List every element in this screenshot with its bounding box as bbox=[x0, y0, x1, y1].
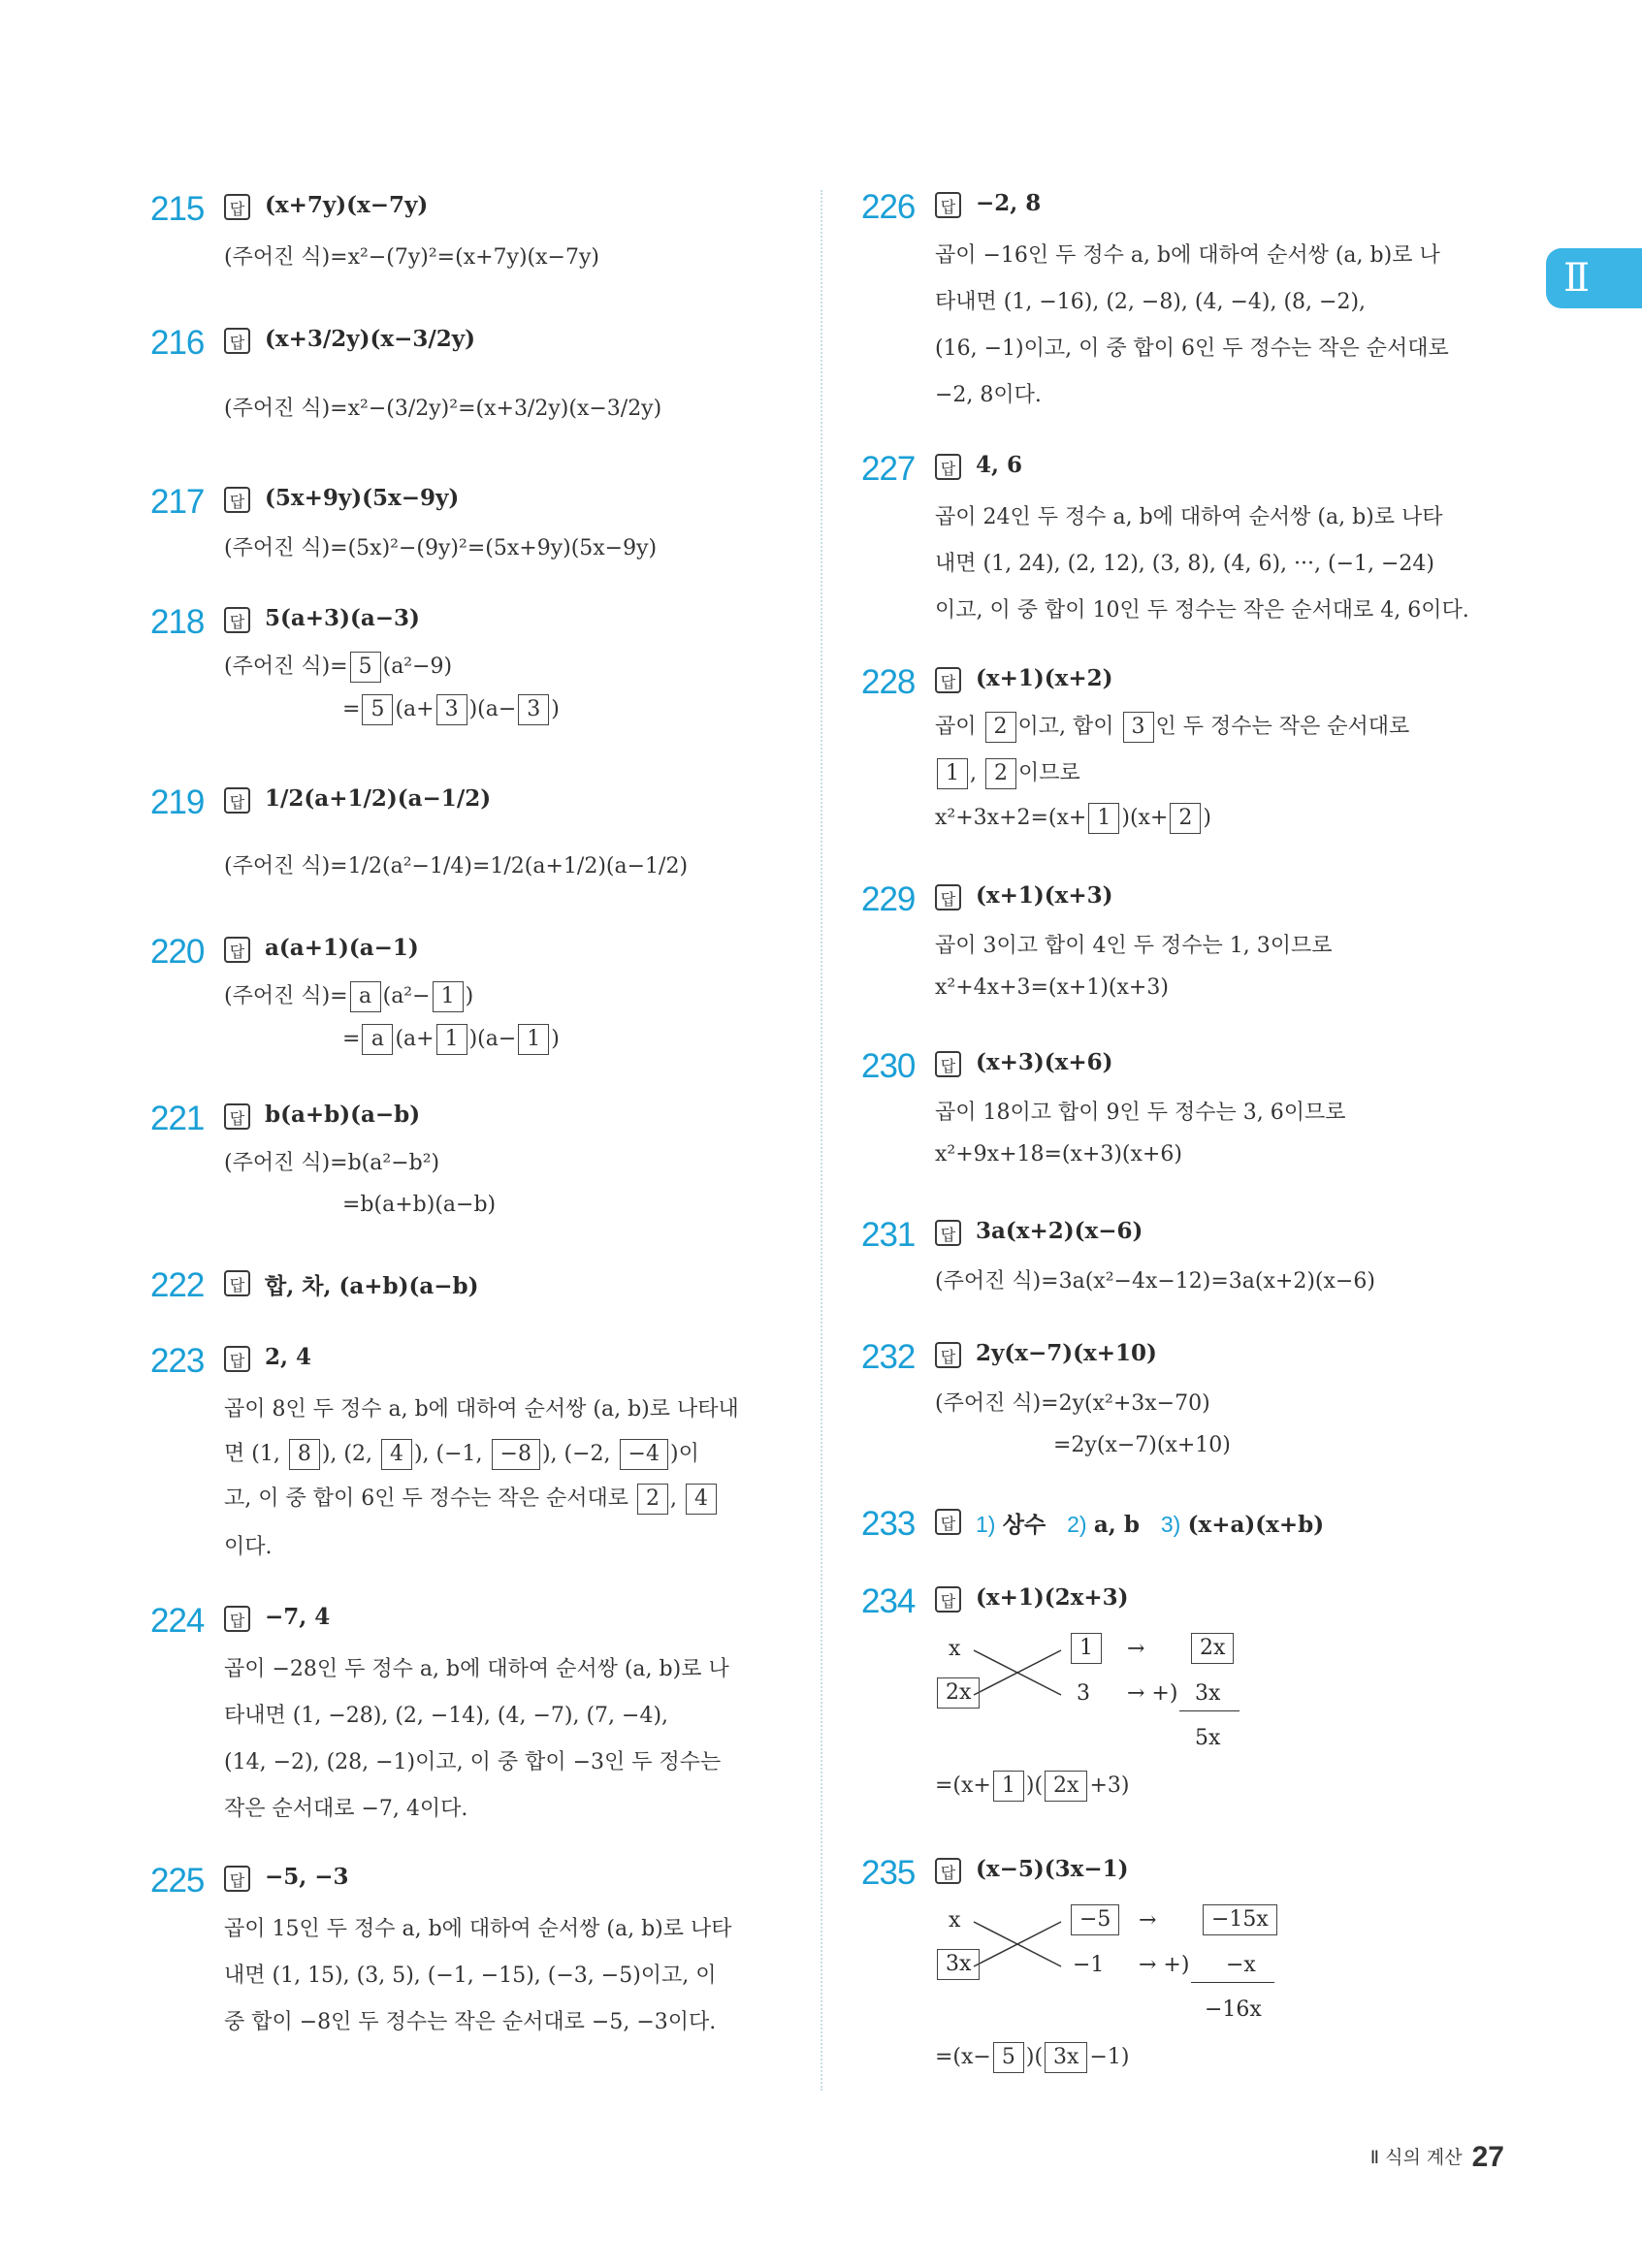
term-x: x bbox=[949, 1908, 961, 1933]
answer-icon: 답 bbox=[224, 1270, 250, 1296]
solution-line: 1 , 2 이므로 bbox=[935, 756, 1080, 789]
problem-number: 231 bbox=[861, 1216, 916, 1254]
section-tab: Ⅱ bbox=[1546, 248, 1642, 308]
answer: 3a(x+2)(x−6) bbox=[976, 1218, 1143, 1244]
cross-multiplication-diagram bbox=[935, 1908, 1323, 2034]
solution-line: x²+9x+18=(x+3)(x+6) bbox=[935, 1142, 1182, 1166]
blank-box: 3x bbox=[937, 1949, 980, 1980]
problem-number: 229 bbox=[861, 880, 916, 918]
answer: −5, −3 bbox=[265, 1864, 349, 1890]
solution-line: =2y(x−7)(x+10) bbox=[1053, 1433, 1231, 1457]
solution-line: 곱이 3이고 합이 4인 두 정수는 1, 3이므로 bbox=[935, 934, 1333, 958]
problem-number: 218 bbox=[150, 603, 205, 641]
answer-icon: 답 bbox=[935, 1051, 961, 1077]
solution-line: −2, 8이다. bbox=[935, 383, 1042, 407]
answer: 2, 4 bbox=[265, 1344, 312, 1370]
solution-line: x²+3x+2=(x+ 1 )(x+ 2 ) bbox=[935, 803, 1211, 834]
answer-icon: 답 bbox=[935, 454, 961, 480]
problem-number: 230 bbox=[861, 1047, 916, 1085]
blank-box: 2 bbox=[637, 1484, 668, 1515]
term-neg16x: −16x bbox=[1205, 1997, 1262, 2022]
footer-section: Ⅱ 식의 계산 bbox=[1369, 2147, 1463, 2168]
solution-line: 곱이 2 이고, 합이 3 인 두 정수는 작은 순서대로 bbox=[935, 710, 1409, 743]
blank-box: 2x bbox=[1191, 1633, 1234, 1664]
answer: 5(a+3)(a−3) bbox=[265, 605, 420, 631]
blank-box: 1 bbox=[433, 981, 464, 1012]
solution-line: (주어진 식)=1/2(a²−1/4)=1/2(a+1/2)(a−1/2) bbox=[224, 854, 689, 878]
blank-box: 1 bbox=[937, 758, 968, 789]
blank-box: 1 bbox=[436, 1024, 467, 1055]
sum-line bbox=[1191, 1982, 1274, 1983]
solution-line: (주어진 식)=x²−(7y)²=(x+7y)(x−7y) bbox=[224, 245, 599, 270]
term-x: x bbox=[949, 1637, 961, 1661]
answer-icon: 답 bbox=[935, 667, 961, 693]
solution-line: (주어진 식)=(5x)²−(9y)²=(5x+9y)(5x−9y) bbox=[224, 536, 658, 560]
blank-box: a bbox=[350, 981, 381, 1012]
answer: (x+1)(2x+3) bbox=[976, 1584, 1129, 1611]
blank-box: 2x bbox=[937, 1677, 980, 1709]
solution-line: (주어진 식)=x²−(3/2y)²=(x+3/2y)(x−3/2y) bbox=[224, 397, 662, 421]
blank-box: 5 bbox=[362, 694, 393, 725]
column-divider bbox=[821, 190, 822, 2091]
problem-number: 222 bbox=[150, 1266, 205, 1304]
blank-box: a bbox=[362, 1024, 393, 1055]
solution-line: =(x+ 1 )( 2x +3) bbox=[935, 1771, 1129, 1802]
solution-line: 중 합이 −8인 두 정수는 작은 순서대로 −5, −3이다. bbox=[224, 2010, 717, 2034]
answer-icon: 답 bbox=[224, 1866, 250, 1892]
solution-line: = 5 (a+ 3 )(a− 3 ) bbox=[342, 694, 560, 725]
solution-line: 타내면 (1, −28), (2, −14), (4, −7), (7, −4), bbox=[224, 1704, 669, 1728]
solution-line: 작은 순서대로 −7, 4이다. bbox=[224, 1797, 468, 1821]
answer: (x+1)(x+2) bbox=[976, 665, 1113, 691]
problem-number: 216 bbox=[150, 324, 205, 362]
answer: −2, 8 bbox=[976, 190, 1042, 216]
arrow: → bbox=[1127, 1637, 1145, 1661]
solution-line: (주어진 식)=3a(x²−4x−12)=3a(x+2)(x−6) bbox=[935, 1269, 1375, 1294]
problem-number: 219 bbox=[150, 783, 205, 821]
solution-line: 곱이 18이고 합이 9인 두 정수는 3, 6이므로 bbox=[935, 1101, 1346, 1125]
blank-box: 3x bbox=[1045, 2042, 1087, 2073]
answer: −7, 4 bbox=[265, 1604, 331, 1630]
problem-number: 217 bbox=[150, 483, 205, 521]
answer-icon: 답 bbox=[935, 1220, 961, 1246]
answer: (x+3/2y)(x−3/2y) bbox=[265, 326, 476, 352]
problem-number: 227 bbox=[861, 450, 916, 488]
blank-box: 5 bbox=[350, 652, 381, 683]
blank-box: 2x bbox=[1045, 1771, 1087, 1802]
solution-line: (16, −1)이고, 이 중 합이 6인 두 정수는 작은 순서대로 bbox=[935, 336, 1449, 361]
solution-line: (주어진 식)=b(a²−b²) bbox=[224, 1151, 440, 1175]
problem-number: 233 bbox=[861, 1505, 916, 1543]
answer-icon: 답 bbox=[224, 607, 250, 633]
answer-icon: 답 bbox=[224, 487, 250, 513]
answer: (x+7y)(x−7y) bbox=[265, 192, 429, 218]
blank-box: 3 bbox=[1123, 712, 1154, 743]
sum-line bbox=[1179, 1710, 1240, 1711]
blank-box: 1 bbox=[1071, 1633, 1102, 1664]
solution-line: 내면 (1, 15), (3, 5), (−1, −15), (−3, −5)이고, 이 bbox=[224, 1964, 717, 1988]
solution-line: 내면 (1, 24), (2, 12), (3, 8), (4, 6), ···, (−1, −24) bbox=[935, 552, 1434, 576]
solution-line: 곱이 8인 두 정수 a, b에 대하여 순서쌍 (a, b)로 나타내 bbox=[224, 1397, 739, 1421]
solution-line: 곱이 15인 두 정수 a, b에 대하여 순서쌍 (a, b)로 나타 bbox=[224, 1917, 732, 1941]
answer: 2y(x−7)(x+10) bbox=[976, 1340, 1157, 1366]
answer-icon: 답 bbox=[224, 328, 250, 354]
answer-icon: 답 bbox=[935, 192, 961, 218]
solution-line: (주어진 식)= 5 (a²−9) bbox=[224, 650, 452, 683]
answer: (x+1)(x+3) bbox=[976, 882, 1113, 909]
blank-box: 3 bbox=[518, 694, 549, 725]
answer: (x+3)(x+6) bbox=[976, 1049, 1113, 1075]
blank-box: 3 bbox=[436, 694, 467, 725]
page-footer bbox=[1370, 2141, 1504, 2174]
blank-box: 1 bbox=[518, 1024, 549, 1055]
problem-number: 226 bbox=[861, 188, 916, 226]
answer-icon: 답 bbox=[224, 1346, 250, 1372]
answer: b(a+b)(a−b) bbox=[265, 1102, 421, 1128]
answer-icon: 답 bbox=[935, 1509, 961, 1535]
term-3x: 3x bbox=[1195, 1681, 1221, 1706]
answer-icon: 답 bbox=[224, 787, 250, 814]
term-neg-x: −x bbox=[1226, 1953, 1256, 1977]
solution-line: (14, −2), (28, −1)이고, 이 중 합이 −3인 두 정수는 bbox=[224, 1750, 722, 1774]
solution-line: 고, 이 중 합이 6인 두 정수는 작은 순서대로 2 , 4 bbox=[224, 1482, 719, 1515]
solution-line: 이다. bbox=[224, 1535, 273, 1559]
solution-line: =b(a+b)(a−b) bbox=[342, 1193, 497, 1217]
problem-number: 234 bbox=[861, 1582, 916, 1620]
blank-box: 4 bbox=[686, 1484, 717, 1515]
answer: (5x+9y)(5x−9y) bbox=[265, 485, 460, 511]
solution-line: 곱이 24인 두 정수 a, b에 대하여 순서쌍 (a, b)로 나타 bbox=[935, 505, 1443, 529]
arrow: → +) bbox=[1127, 1681, 1178, 1706]
blank-box: −4 bbox=[620, 1439, 668, 1470]
term-5x: 5x bbox=[1195, 1726, 1221, 1750]
answer-icon: 답 bbox=[224, 1606, 250, 1632]
solution-line: = a (a+ 1 )(a− 1 ) bbox=[342, 1024, 560, 1055]
answer-icon: 답 bbox=[935, 1858, 961, 1884]
left-column bbox=[150, 0, 790, 2133]
cross-multiplication-diagram bbox=[935, 1637, 1323, 1763]
solution-line: (주어진 식)= a (a²− 1 ) bbox=[224, 979, 473, 1012]
problem-number: 232 bbox=[861, 1338, 916, 1376]
problem-number: 223 bbox=[150, 1342, 205, 1380]
answer: 합, 차, (a+b)(a−b) bbox=[265, 1273, 479, 1299]
blank-box: −15x bbox=[1203, 1904, 1277, 1935]
blank-box: 8 bbox=[289, 1439, 320, 1470]
solution-line: 이고, 이 중 합이 10인 두 정수는 작은 순서대로 4, 6이다. bbox=[935, 598, 1469, 623]
page-number: 27 bbox=[1471, 2141, 1504, 2173]
solution-line: 곱이 −28인 두 정수 a, b에 대하여 순서쌍 (a, b)로 나 bbox=[224, 1657, 729, 1681]
arrow: → +) bbox=[1139, 1953, 1190, 1977]
answer: a(a+1)(a−1) bbox=[265, 935, 419, 961]
answer-icon: 답 bbox=[935, 884, 961, 910]
solution-line: 타내면 (1, −16), (2, −8), (4, −4), (8, −2), bbox=[935, 290, 1367, 314]
answer-icon: 답 bbox=[224, 1103, 250, 1130]
blank-box: 1 bbox=[1088, 803, 1119, 834]
answer-icon: 답 bbox=[935, 1586, 961, 1613]
answer-icon: 답 bbox=[224, 194, 250, 220]
right-column bbox=[861, 0, 1521, 2133]
problem-number: 220 bbox=[150, 933, 205, 971]
blank-box: 2 bbox=[1170, 803, 1201, 834]
blank-box: 4 bbox=[381, 1439, 412, 1470]
answer: 4, 6 bbox=[976, 452, 1023, 478]
problem-number: 235 bbox=[861, 1854, 916, 1892]
solution-line: 곱이 −16인 두 정수 a, b에 대하여 순서쌍 (a, b)로 나 bbox=[935, 243, 1440, 268]
solution-line: =(x− 5 )( 3x −1) bbox=[935, 2042, 1129, 2073]
blank-box: −8 bbox=[492, 1439, 540, 1470]
answer: 1/2(a+1/2)(a−1/2) bbox=[265, 785, 492, 812]
solution-line: x²+4x+3=(x+1)(x+3) bbox=[935, 975, 1169, 1000]
problem-number: 224 bbox=[150, 1602, 205, 1640]
blank-box: −5 bbox=[1071, 1904, 1119, 1935]
problem-number: 221 bbox=[150, 1100, 205, 1137]
problem-number: 228 bbox=[861, 663, 916, 701]
solution-line: (주어진 식)=2y(x²+3x−70) bbox=[935, 1391, 1210, 1416]
answer-icon: 답 bbox=[224, 937, 250, 963]
blank-box: 2 bbox=[985, 712, 1016, 743]
blank-box: 1 bbox=[993, 1771, 1024, 1802]
answer: 1) 상수 2) a, b 3) (x+a)(x+b) bbox=[976, 1512, 1325, 1538]
blank-box: 2 bbox=[985, 758, 1016, 789]
solution-line: 면 (1, 8 ), (2, 4 ), (−1, −8 ), (−2, −4 )이 bbox=[224, 1437, 699, 1470]
term-3: 3 bbox=[1077, 1681, 1090, 1706]
blank-box: 5 bbox=[993, 2042, 1024, 2073]
problem-number: 225 bbox=[150, 1862, 205, 1900]
term-neg1: −1 bbox=[1073, 1953, 1105, 1977]
answer-icon: 답 bbox=[935, 1342, 961, 1368]
problem-number: 215 bbox=[150, 190, 205, 228]
arrow: → bbox=[1139, 1908, 1157, 1933]
answer: (x−5)(3x−1) bbox=[976, 1856, 1129, 1882]
